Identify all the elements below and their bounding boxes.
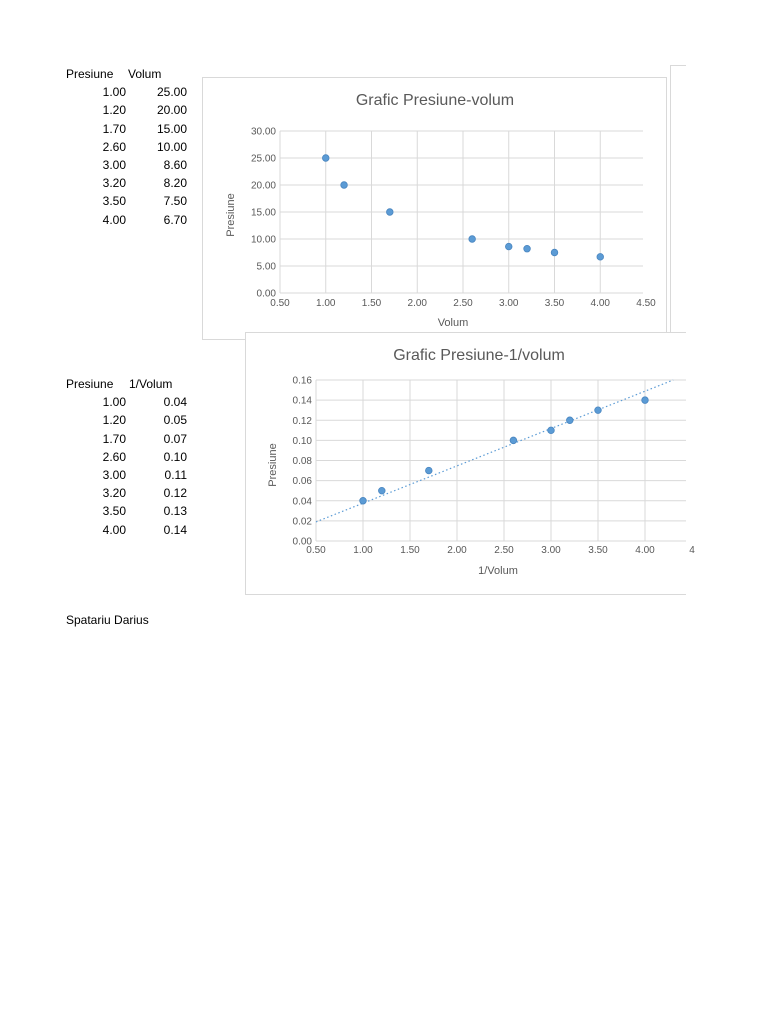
cell-presiune: 3.20	[102, 486, 126, 501]
y-axis-label: Presiune	[267, 443, 279, 487]
x-tick-label: 4.00	[635, 545, 655, 556]
chart-grid	[280, 131, 643, 293]
x-tick-label: 3.50	[544, 298, 565, 309]
data-point	[567, 417, 574, 424]
x-tick-label: 2.50	[494, 545, 514, 556]
cell-volum: 15.00	[156, 121, 187, 136]
cell-volum: 6.70	[163, 212, 187, 227]
data-point	[341, 182, 348, 189]
x-tick-label: 2.50	[453, 298, 473, 309]
y-tick-label: 0.00	[256, 288, 276, 300]
data-point	[469, 236, 476, 243]
x-tick-label: 3.50	[588, 545, 608, 556]
chart-title: Grafic Presiune-1/volum	[393, 347, 565, 364]
x-axis-label: 1/Volum	[478, 565, 518, 577]
x-tick-label: 1.00	[353, 545, 373, 556]
x-tick-label: 4.00	[590, 298, 610, 309]
cell-inverse-volum: 0.10	[163, 449, 187, 464]
chart-tick-labels	[293, 376, 696, 557]
data-point	[510, 437, 517, 444]
cell-inverse-volum: 0.12	[163, 486, 187, 501]
chart-tick-labels	[251, 127, 656, 310]
cell-volum: 7.50	[163, 194, 187, 209]
data-point	[387, 209, 394, 216]
x-tick-label: 3.00	[541, 545, 561, 556]
chart-presiune-inverse-volum[interactable]	[245, 332, 695, 595]
header-volum: Volum	[128, 67, 162, 81]
x-tick-label: 2.00	[447, 545, 467, 556]
y-tick-label: 5.00	[256, 261, 276, 273]
y-tick-label: 0.08	[292, 456, 312, 467]
x-tick-label: 1.50	[361, 298, 382, 309]
cell-volum: 25.00	[156, 85, 187, 100]
y-tick-label: 0.10	[292, 435, 312, 447]
cell-inverse-volum: 0.07	[163, 431, 187, 446]
y-tick-label: 10.00	[250, 234, 276, 246]
cell-presiune: 1.20	[102, 103, 126, 118]
cell-inverse-volum: 0.14	[163, 522, 187, 537]
y-tick-label: 0.04	[292, 496, 312, 508]
chart-presiune-inverse-volum-svg	[246, 333, 695, 596]
x-tick-label: 4.50	[636, 298, 656, 309]
data-point	[505, 243, 512, 250]
data-point	[426, 467, 433, 474]
cell-presiune: 3.50	[102, 504, 126, 519]
header-presiune: Presiune	[66, 377, 114, 391]
cell-presiune: 1.20	[102, 413, 126, 428]
cell-presiune: 1.00	[102, 395, 126, 410]
header-inverse-volum: 1/Volum	[129, 377, 173, 391]
x-tick-label: 1.00	[316, 298, 336, 309]
y-tick-label: 0.14	[292, 395, 312, 407]
data-point	[595, 407, 602, 414]
cell-presiune: 2.60	[102, 139, 126, 154]
chart-presiune-volum-svg	[203, 78, 668, 341]
x-tick-label: 2.00	[407, 298, 427, 309]
x-tick-label: 4	[689, 545, 695, 556]
author-name: Spatariu Darius	[66, 613, 149, 627]
cell-volum: 20.00	[156, 103, 187, 118]
chart-title: Grafic Presiune-volum	[355, 92, 515, 109]
data-point	[322, 155, 329, 162]
cell-presiune: 3.20	[102, 176, 126, 191]
cell-presiune: 2.60	[102, 449, 126, 464]
cell-inverse-volum: 0.11	[164, 467, 187, 482]
y-tick-label: 15.00	[250, 207, 276, 219]
header-presiune: Presiune	[66, 67, 114, 81]
y-tick-label: 20.00	[250, 180, 276, 192]
cell-presiune: 4.00	[102, 212, 126, 227]
x-axis-label: Volum	[437, 317, 469, 329]
data-point	[597, 254, 604, 261]
y-tick-label: 0.16	[292, 375, 312, 387]
y-tick-label: 30.00	[250, 126, 276, 138]
cell-inverse-volum: 0.05	[163, 413, 187, 428]
cell-presiune: 1.00	[102, 85, 126, 100]
data-point	[548, 427, 555, 434]
cell-presiune: 3.50	[102, 194, 126, 209]
data-point	[379, 487, 386, 494]
data-point	[524, 245, 531, 252]
y-tick-label: 0.00	[292, 536, 312, 548]
cell-presiune: 3.00	[102, 157, 126, 172]
data-point	[551, 249, 558, 256]
cell-volum: 8.20	[163, 176, 187, 191]
cell-presiune: 3.00	[102, 467, 126, 482]
y-tick-label: 0.12	[292, 415, 312, 427]
data-point	[360, 497, 367, 504]
cell-inverse-volum: 0.04	[163, 395, 187, 410]
x-tick-label: 3.00	[499, 298, 519, 309]
x-tick-label: 1.50	[400, 545, 420, 556]
y-tick-label: 0.02	[292, 516, 312, 528]
y-tick-label: 25.00	[250, 153, 276, 165]
cell-inverse-volum: 0.13	[163, 504, 187, 519]
y-tick-label: 0.06	[292, 476, 312, 488]
chart-edge-fragment	[670, 65, 686, 332]
chart-presiune-volum[interactable]	[202, 77, 667, 340]
cell-volum: 10.00	[156, 139, 187, 154]
chart-grid	[316, 380, 686, 541]
x-tick-label: 0.50	[270, 298, 290, 309]
cell-presiune: 1.70	[102, 121, 126, 136]
cell-presiune: 4.00	[102, 522, 126, 537]
data-point	[642, 397, 649, 404]
cell-volum: 8.60	[163, 157, 187, 172]
y-axis-label: Presiune	[225, 193, 237, 237]
x-tick-label: 0.50	[306, 545, 326, 556]
cell-presiune: 1.70	[102, 431, 126, 446]
